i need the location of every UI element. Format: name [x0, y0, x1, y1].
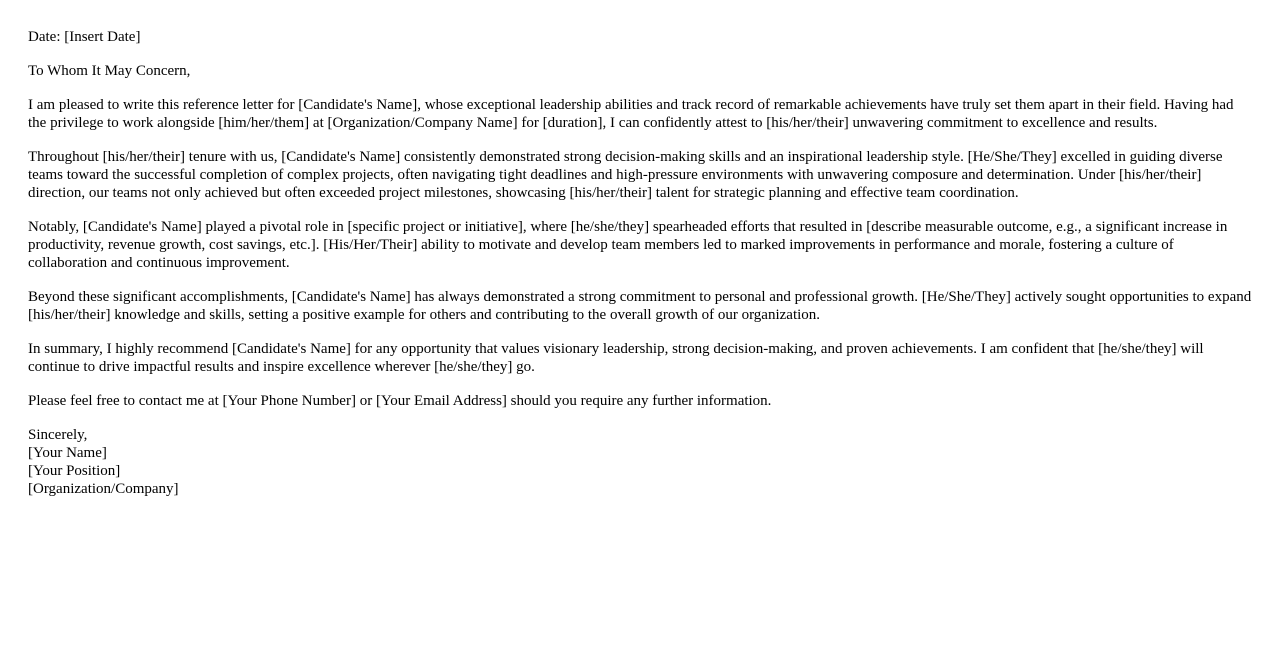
- letter-salutation: To Whom It May Concern,: [28, 63, 191, 79]
- letter-closing: Sincerely,: [28, 427, 88, 443]
- signature-position: [Your Position]: [28, 463, 121, 479]
- signature-block: [28, 426, 1254, 498]
- signature-name: [Your Name]: [28, 445, 107, 461]
- letter-paragraph-summary: In summary, I highly recommend [Candidate's Name] for any opportunity that values visionary leadership, strong decision-making, and proven achievements. I am confident that [he/she/they] will continue to drive impactful results and inspire excellence wherever [he/she/they] go.: [28, 341, 1204, 375]
- letter-paragraph-achievements: Notably, [Candidate's Name] played a pivotal role in [specific project or initiative], where [he/she/they] spearheaded efforts that resulted in [describe measurable outcome, e.g., a significant increase in productivity, revenue growth, cost savings, etc.]. [His/Her/Their] ability to motivate and develop team members led to marked improvements in performance and morale, fostering a culture of collaboration and continuous improvement.: [28, 219, 1228, 271]
- letter-paragraph-tenure: Throughout [his/her/their] tenure with us, [Candidate's Name] consistently demonstrated strong decision-making skills and an inspirational leadership style. [He/She/They] excelled in guiding diverse teams toward the successful completion of complex projects, often navigating tight deadlines and high-pressure environments with unwavering composure and determination. Under [his/her/their] direction, our teams not only achieved but often exceeded project milestones, showcasing [his/her/their] talent for strategic planning and effective team coordination.: [28, 149, 1223, 201]
- letter-date: Date: [Insert Date]: [28, 29, 141, 45]
- letter-paragraph-introduction: I am pleased to write this reference letter for [Candidate's Name], whose exceptional leadership abilities and track record of remarkable achievements have truly set them apart in their field. Having had the privilege to work alongside [him/her/them] at [Organization/Company Name] for [duration], I can confidently attest to [his/her/their] unwavering commitment to excellence and results.: [28, 97, 1234, 131]
- reference-letter: [28, 28, 1254, 498]
- signature-organization: [Organization/Company]: [28, 481, 179, 497]
- letter-paragraph-growth: Beyond these significant accomplishments, [Candidate's Name] has always demonstrated a strong commitment to personal and professional growth. [He/She/They] actively sought opportunities to expand [his/her/their] knowledge and skills, setting a positive example for others and contributing to the overall growth of our organization.: [28, 289, 1252, 323]
- letter-paragraph-contact: Please feel free to contact me at [Your Phone Number] or [Your Email Address] should you require any further information.: [28, 393, 772, 409]
